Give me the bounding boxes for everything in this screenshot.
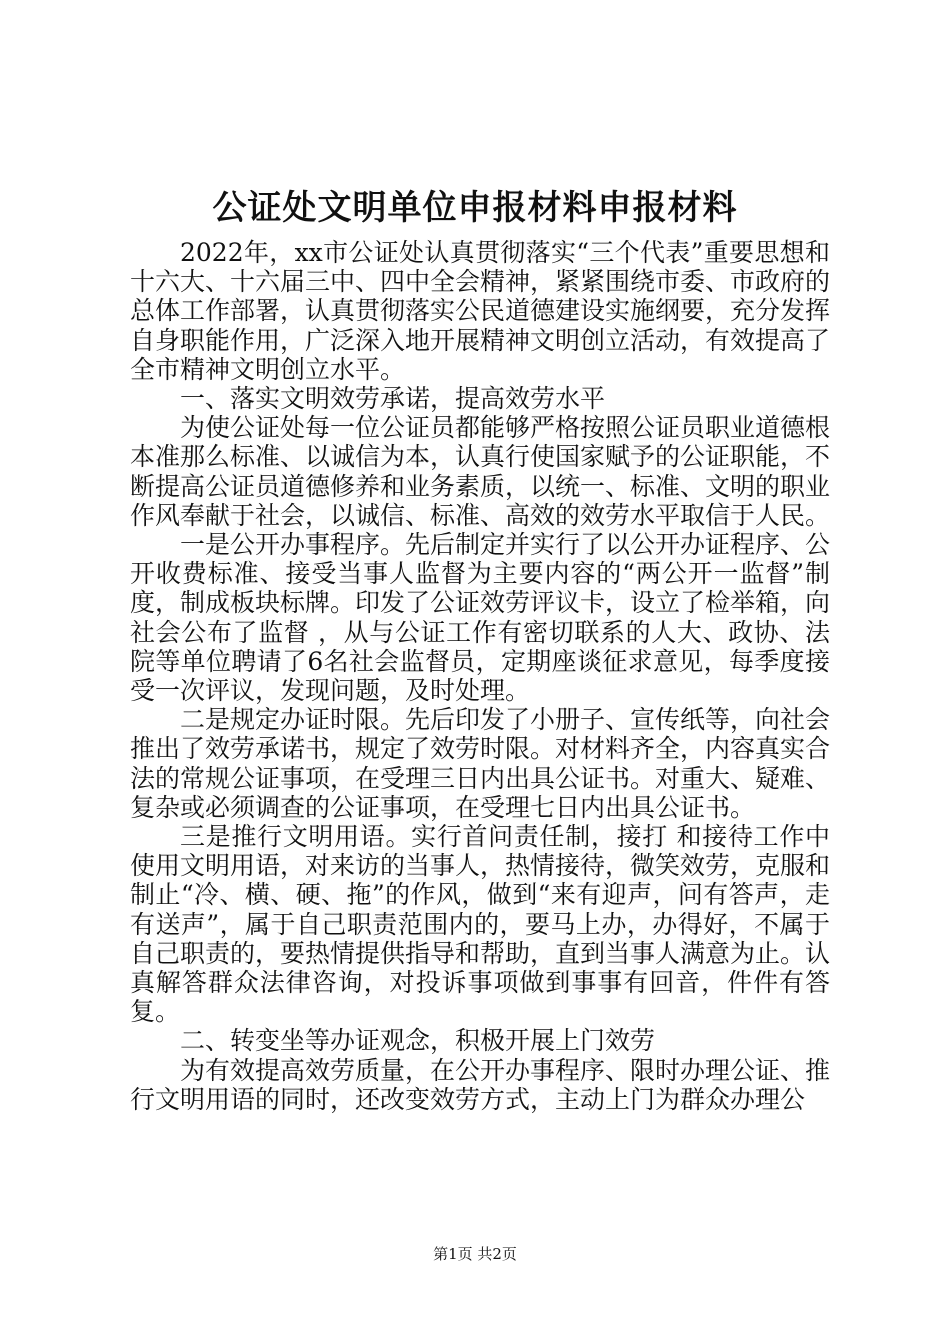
- paragraph-civil-language: 三是推行文明用语。实行首问责任制，接打 和接待工作中使用文明用语，对来访的当事人，热情接待，微笑效劳，克服和制止“冷、横、硬、拖”的作风，做到“来有迎声，问有答声，走有送声”，属于自己职责范围内的，要马上办，办得好，不属于自己职责的，要热情提供指导和帮助，直到当事人满意为止。认真解答群众法律咨询，对投诉事项做到事事有回音，件件有答复。: [130, 822, 831, 1027]
- document-body: [130, 238, 830, 1114]
- page-footer: 第1页 共2页: [433, 1245, 517, 1263]
- paragraph-open-procedures: 一是公开办事程序。先后制定并实行了以公开办证程序、公开收费标准、接受当事人监督为主要内容的“两公开一监督”制度，制成板块标牌。印发了公证效劳评议卡，设立了检举箱，向社会公布了监督 ，从与公证工作有密切联系的人大、政协、法院等单位聘请了6名社会监督员，定期座谈征求意见，每季度接受一次评议，发现问题，及时处理。: [130, 530, 831, 706]
- document-title: 公证处文明单位申报材料申报材料: [212, 188, 738, 228]
- section-heading-1: 一、落实文明效劳承诺，提高效劳水平: [180, 384, 606, 414]
- paragraph-time-limits: 二是规定办证时限。先后印发了小册子、宣传纸等，向社会推出了效劳承诺书，规定了效劳时限。对材料齐全，内容真实合法的常规公证事项，在受理三日内出具公证书。对重大、疑难、复杂或必须调查的公证事项，在受理七日内出具公证书。: [130, 705, 831, 822]
- paragraph-section-2-intro: 为有效提高效劳质量，在公开办事程序、限时办理公证、推行文明用语的同时，还改变效劳方式，主动上门为群众办理公: [130, 1055, 831, 1114]
- paragraph-intro: 2022年，xx市公证处认真贯彻落实“三个代表”重要思想和十六大、十六届三中、四中全会精神，紧紧围绕市委、市政府的总体工作部署，认真贯彻落实公民道德建设实施纲要，充分发挥自身职能作用，广泛深入地开展精神文明创立活动，有效提高了全市精神文明创立水平。: [130, 238, 831, 384]
- section-heading-2: 二、转变坐等办证观念，积极开展上门效劳: [180, 1026, 656, 1056]
- paragraph-section-1-intro: 为使公证处每一位公证员都能够严格按照公证员职业道德根本准那么标准、以诚信为本，认真行使国家赋予的公证职能，不断提高公证员道德修养和业务素质，以统一、标准、文明的职业作风奉献于社会，以诚信、标准、高效的效劳水平取信于人民。: [130, 413, 831, 530]
